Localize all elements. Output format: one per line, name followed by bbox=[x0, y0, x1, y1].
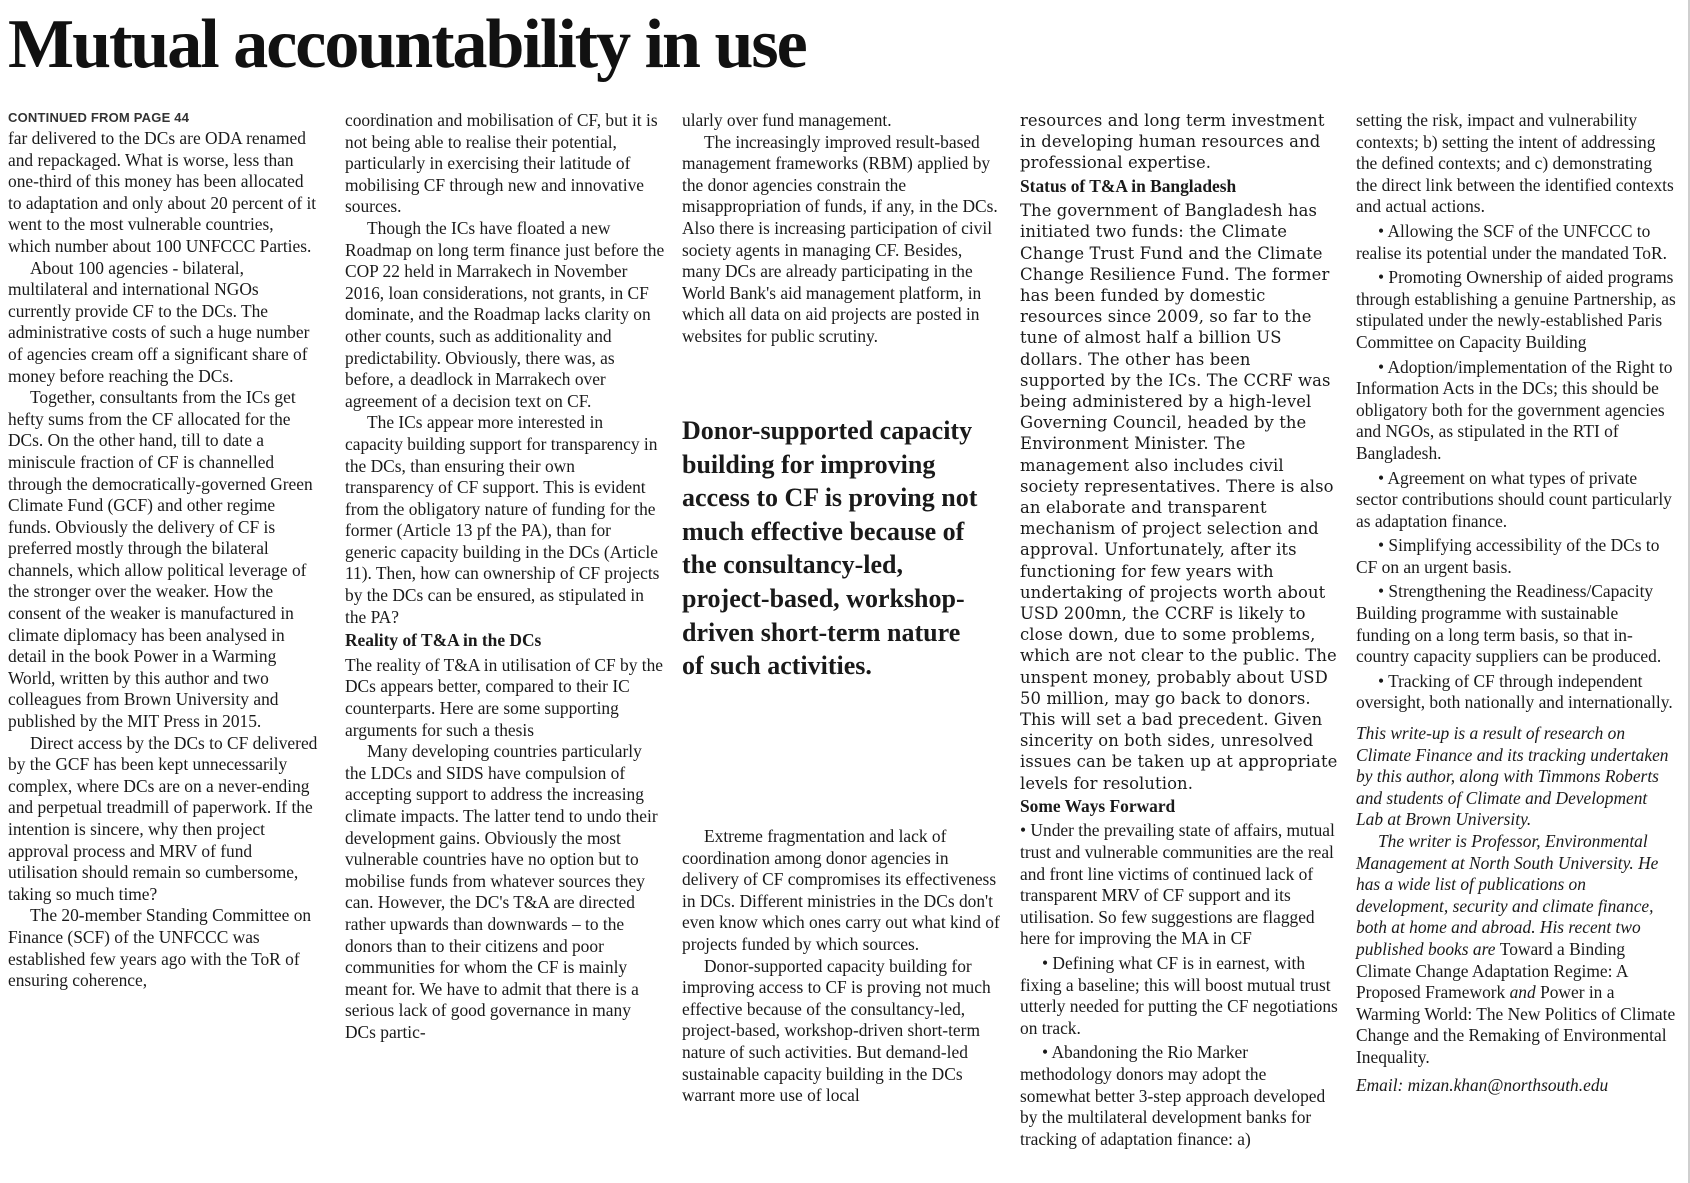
subheading: Reality of T&A in the DCs bbox=[345, 630, 542, 651]
paragraph: far delivered to the DCs are ODA renamed and repackaged. What is worse, less than one-third of this money has been allocated to adaptation and only about 20 percent of it went to the most vulnerable countries, which number about 100 UNFCCC Parties. bbox=[8, 128, 317, 256]
subheading: Some Ways Forward bbox=[1020, 795, 1176, 816]
bullet-item: • Promoting Ownership of aided programs through establishing a genuine Partnership, as stipulated under the newly-established Paris Committee on Capacity Building bbox=[1356, 267, 1676, 352]
bullet-item: • Adoption/implementation of the Right to Information Acts in the DCs; this should be obligatory both for the government agencies and NGOs, as stipulated in the RTI of Bangladesh. bbox=[1356, 356, 1673, 463]
bullet-item: • Under the prevailing state of affairs, mutual trust and vulnerable communities are the real and front line victims of continued lack of transparent MRV of CF support and its utilisation. So few suggestions are flagged here for improving the MA in CF bbox=[1020, 820, 1335, 949]
column-4 bbox=[1020, 110, 1338, 1150]
paragraph: Direct access by the DCs to CF delivered by the GCF has been kept unnecessarily complex, where DCs are on a never-ending and perpetual treadmill of paperwork. If the intention is sincere, why then project approval process and MRV of fund utilisation should remain so cumbersome, taking so much time? bbox=[8, 732, 318, 904]
bullet-item: • Agreement on what types of private sector contributions should count particularly as adaptation finance. bbox=[1356, 467, 1672, 531]
column-5 bbox=[1356, 110, 1676, 1096]
book-title: Power in a Warming World: The New Politics of Climate Change and the Remaking of Environmental Inequality. bbox=[1356, 982, 1676, 1067]
bullet-item: • Allowing the SCF of the UNFCCC to realise its potential under the mandated ToR. bbox=[1356, 220, 1667, 263]
paragraph: The ICs appear more interested in capacity building support for transparency in the DCs, than ensuring their own transparency of CF support. This is evident from the obligatory nature of funding for the former (Article 13 pf the PA), than for generic capacity building in the DCs (Article 11). Then, how can ownership of CF projects by the DCs can be ensured, as stipulated in the PA? bbox=[345, 412, 660, 627]
paragraph: Though the ICs have floated a new Roadmap on long term finance just before the COP 22 held in Marrakech in November 2016, loan considerations, not grants, in CF dominate, and the Roadmap lacks clarity on other counts, such as additionality and predictability. Obviously, there was, as before, a deadlock in Marrakech over agreement of a decision text on CF. bbox=[345, 217, 665, 411]
paragraph: Together, consultants from the ICs get hefty sums from the CF allocated for the DCs. On the other hand, till to date a miniscule fraction of CF is channelled through the democratically-governed Green Climate Fund (GCF) and other regime funds. Obviously the delivery of CF is preferred mostly through the bilateral channels, which allow political leverage of the stronger over the weaker. How the consent of the weaker is manufactured in climate diplomacy has been analysed in detail in the book Power in a Warming World, written by this author and two colleagues from Brown University and published by the MIT Press in 2015. bbox=[8, 387, 313, 732]
paragraph: resources and long term investment in developing human resources and professional expertise. bbox=[1020, 111, 1325, 173]
paragraph: The 20-member Standing Committee on Finance (SCF) of the UNFCCC was established few years ago with the ToR of ensuring coherence, bbox=[8, 905, 312, 991]
subheading: Status of T&A in Bangladesh bbox=[1020, 175, 1237, 196]
paragraph: setting the risk, impact and vulnerability contexts; b) setting the intent of addressing the defined contexts; and c) demonstrating the direct link between the identified contexts and actual actions. bbox=[1356, 110, 1674, 217]
bullet-item: • Strengthening the Readiness/Capacity Building programme with sustainable funding on a long term basis, so that in-country capacity suppliers can be produced. bbox=[1356, 581, 1662, 667]
paragraph: The government of Bangladesh has initiated two funds: the Climate Change Trust Fund and the Climate Change Resilience Fund. The former has been funded by domestic resources since 2009, so far to the tune of almost half a billion US dollars. The other has been supported by the ICs. The CCRF was being administered by a high-level Governing Council, headed by the Environment Minister. The management also includes civil society representatives. There is also an elaborate and transparent mechanism of project selection and approval. Unfortunately, after its functioning for few years with undertaking of projects worth about USD 200mn, the CCRF is likely to close down, due to some problems, which are not clear to the public. The unspent money, probably about USD 50 million, may go back to donors. This will set a bad precedent. Given sincerity on both sides, unresolved issues can be taken up at appropriate levels for resolution. bbox=[1020, 201, 1338, 793]
author-note bbox=[1356, 723, 1676, 1096]
pull-quote: Donor-supported capacity building for improving access to CF is proving not much effective because of the consultancy-led, project-based, workshop-driven short-term nature of such activities. bbox=[682, 416, 978, 681]
research-note: This write-up is a result of research on Climate Finance and its tracking undertaken by this author, along with Timmons Roberts and students of Climate and Development Lab at Brown University. bbox=[1356, 723, 1669, 830]
paragraph: About 100 agencies - bilateral, multilateral and international NGOs currently provide CF to the DCs. The administrative costs of such a huge number of agencies cream off a significant share of money before reaching the DCs. bbox=[8, 257, 310, 386]
bullet-item: • Abandoning the Rio Marker methodology donors may adopt the somewhat better 3-step approach developed by the multilateral development banks for tracking of adaptation finance: a) bbox=[1020, 1042, 1326, 1149]
column-3-lower bbox=[682, 826, 1002, 1107]
paragraph: Many developing countries particularly the LDCs and SIDS have compulsion of accepting support to address the increasing climate impacts. The latter tend to undo their development gains. Obviously the most vulnerable countries have no option but to mobilise funds from whatever sources they can. However, the DC's T&A are directed rather upwards than downwards – to the donors than to their citizens and poor communities for whom the CF is mainly meant for. We have to admit that there is a serious lack of good governance in many DCs partic- bbox=[345, 741, 658, 1042]
column-1 bbox=[8, 110, 320, 992]
column-3 bbox=[682, 110, 1002, 348]
column-2 bbox=[345, 110, 665, 1044]
paragraph: The reality of T&A in utilisation of CF by the DCs appears better, compared to their IC counterparts. Here are some supporting arguments for such a thesis bbox=[345, 654, 663, 740]
bullet-item: • Tracking of CF through independent oversight, both nationally and internationally. bbox=[1356, 670, 1673, 713]
book-title: Toward a Binding Climate Change Adaptation Regime: A Proposed Framework bbox=[1356, 938, 1628, 1003]
author-email[interactable]: Email: mizan.khan@northsouth.edu bbox=[1356, 1074, 1609, 1095]
author-bio: The writer is Professor, Environmental Management at North South University. He has a wide list of publications on development, security and climate finance, both at home and abroad. His recent two published books are Toward a Binding Climate Change Adaptation Regime: A Proposed Framework and Power in a Warming World: The New Politics of Climate Change and the Remaking of Environmental Inequality. bbox=[1356, 831, 1676, 1067]
paragraph: coordination and mobilisation of CF, but it is not being able to realise their potential, particularly in exercising their latitude of mobilising CF through new and innovative sources. bbox=[345, 110, 658, 217]
continued-from-kicker: CONTINUED FROM PAGE 44 bbox=[8, 110, 190, 125]
bullet-item: • Defining what CF is in earnest, with fixing a baseline; this will boost mutual trust utterly needed for putting the CF negotiations on track. bbox=[1020, 953, 1338, 1038]
paragraph: Donor-supported capacity building for improving access to CF is proving not much effective because of the consultancy-led, project-based, workshop-driven short-term nature of such activities. But demand-led sustainable capacity building in the DCs warrant more use of local bbox=[682, 955, 991, 1106]
headline: Mutual accountability in use bbox=[8, 6, 806, 83]
paragraph: Extreme fragmentation and lack of coordination among donor agencies in delivery of CF compromises its effectiveness in DCs. Different ministries in the DCs don't even know which ones carry out what kind of projects funded by which sources. bbox=[682, 826, 1000, 954]
paragraph: The increasingly improved result-based management frameworks (RBM) applied by the donor agencies constrain the misappropriation of funds, if any, in the DCs. Also there is increasing participation of civil society agents in managing CF. Besides, many DCs are already participating in the World Bank's aid management platform, in which all data on aid projects are posted in websites for public scrutiny. bbox=[682, 131, 998, 346]
bullet-item: • Simplifying accessibility of the DCs to CF on an urgent basis. bbox=[1356, 535, 1660, 577]
paragraph: ularly over fund management. bbox=[682, 110, 892, 130]
